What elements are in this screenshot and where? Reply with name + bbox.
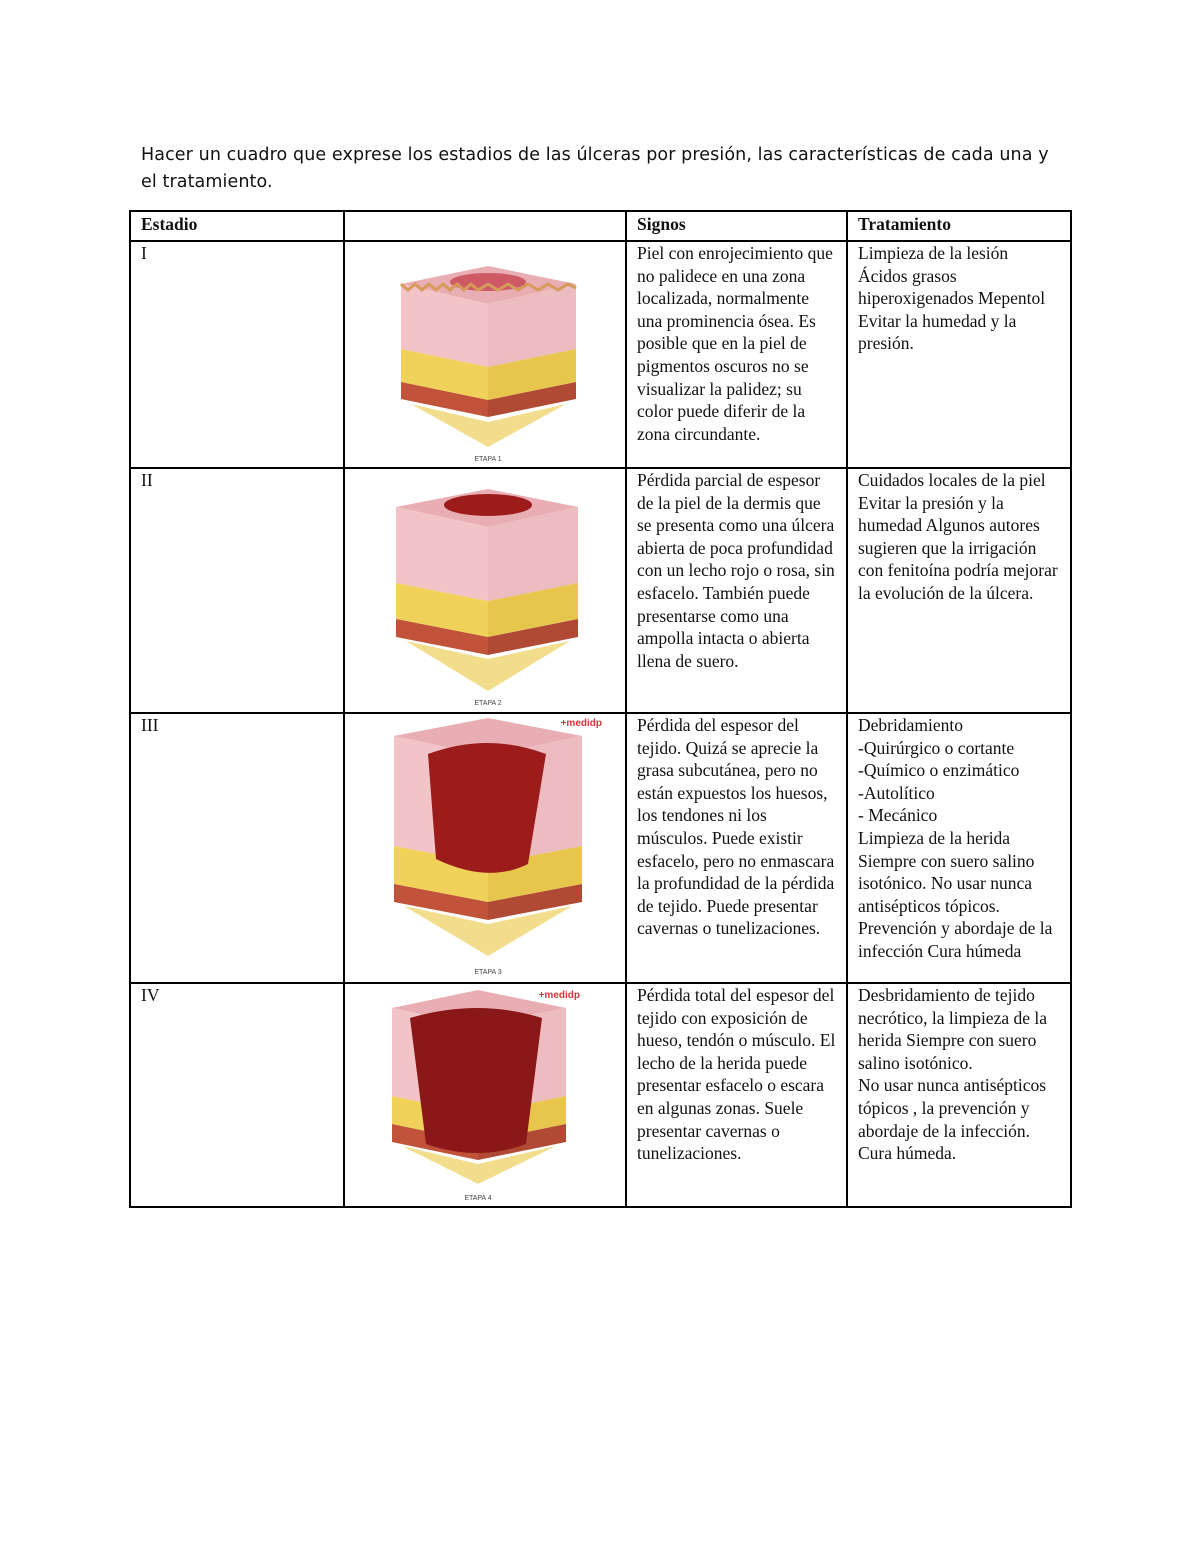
header-tratamiento: Tratamiento xyxy=(847,211,1071,241)
instruction-text: Hacer un cuadro que exprese los estadios de las úlceras por presión, las características de cada una y el tratamiento. xyxy=(141,145,1049,192)
stage-3-caption: ETAPA 3 xyxy=(474,969,502,976)
stage-3-logo: +medidp xyxy=(560,718,602,729)
treatment-cell: Limpieza de la lesión Ácidos grasos hiperoxigenados Mepentol Evitar la humedad y la presión. xyxy=(847,241,1071,468)
stage-1-caption: ETAPA 1 xyxy=(474,456,502,463)
image-cell xyxy=(344,713,626,983)
header-image xyxy=(344,211,626,241)
stage-4-caption: ETAPA 4 xyxy=(464,1195,492,1202)
stage-cell: IV xyxy=(130,983,344,1207)
header-signos: Signos xyxy=(626,211,847,241)
stage-4-logo: +medidp xyxy=(538,990,580,1001)
image-cell xyxy=(344,468,626,713)
stage-2-caption: ETAPA 2 xyxy=(474,700,502,707)
stage-cell: III xyxy=(130,713,344,983)
ulcer-stage-4-illustration xyxy=(366,984,606,1204)
image-cell xyxy=(344,983,626,1207)
signs-cell: Pérdida total del espesor del tejido con exposición de hueso, tendón o músculo. El lecho de la herida puede presentar esfacelo o escara en algunas zonas. Suele presentar cavernas o tunelizaciones. xyxy=(626,983,847,1207)
table-row xyxy=(130,241,1071,468)
table-header-row xyxy=(130,211,1071,241)
image-cell xyxy=(344,241,626,468)
treatment-cell: Desbridamiento de tejido necrótico, la limpieza de la herida Siempre con suero salino isotónico. No usar nunca antisépticos tópicos , la prevención y abordaje de la infección. Cura húmeda. xyxy=(847,983,1071,1207)
ulcer-stage-2-illustration xyxy=(356,469,616,709)
signs-cell: Pérdida parcial de espesor de la piel de la dermis que se presenta como una úlcera abierta de poca profundidad con un lecho rojo o rosa, sin esfacelo. También puede presentarse como una ampolla intacta o abierta llena de suero. xyxy=(626,468,847,713)
pressure-ulcer-table xyxy=(129,210,1072,1208)
ulcer-stage-3-illustration xyxy=(356,714,616,979)
treatment-cell: Cuidados locales de la piel Evitar la presión y la humedad Algunos autores sugieren que la irrigación con fenitoína podría mejorar la evolución de la úlcera. xyxy=(847,468,1071,713)
table-row xyxy=(130,713,1071,983)
table-row xyxy=(130,983,1071,1207)
stage-cell: II xyxy=(130,468,344,713)
treatment-cell: Debridamiento -Quirúrgico o cortante -Químico o enzimático -Autolítico - Mecánico Limpieza de la herida Siempre con suero salino isotónico. No usar nunca antisépticos tópicos. Prevención y abordaje de la infección Cura húmeda xyxy=(847,713,1071,983)
signs-cell: Piel con enrojecimiento que no palidece en una zona localizada, normalmente una prominencia ósea. Es posible que en la piel de pigmentos oscuros no se visualizar la palidez; su color puede diferir de la zona circundante. xyxy=(626,241,847,468)
table-row xyxy=(130,468,1071,713)
ulcer-stage-1-illustration xyxy=(356,242,616,464)
signs-cell: Pérdida del espesor del tejido. Quizá se aprecie la grasa subcutánea, pero no están expuestos los huesos, los tendones ni los músculos. Puede existir esfacelo, pero no enmascara la profundidad de la pérdida de tejido. Puede presentar cavernas o tunelizaciones. xyxy=(626,713,847,983)
header-estadio: Estadio xyxy=(130,211,344,241)
stage-cell: I xyxy=(130,241,344,468)
